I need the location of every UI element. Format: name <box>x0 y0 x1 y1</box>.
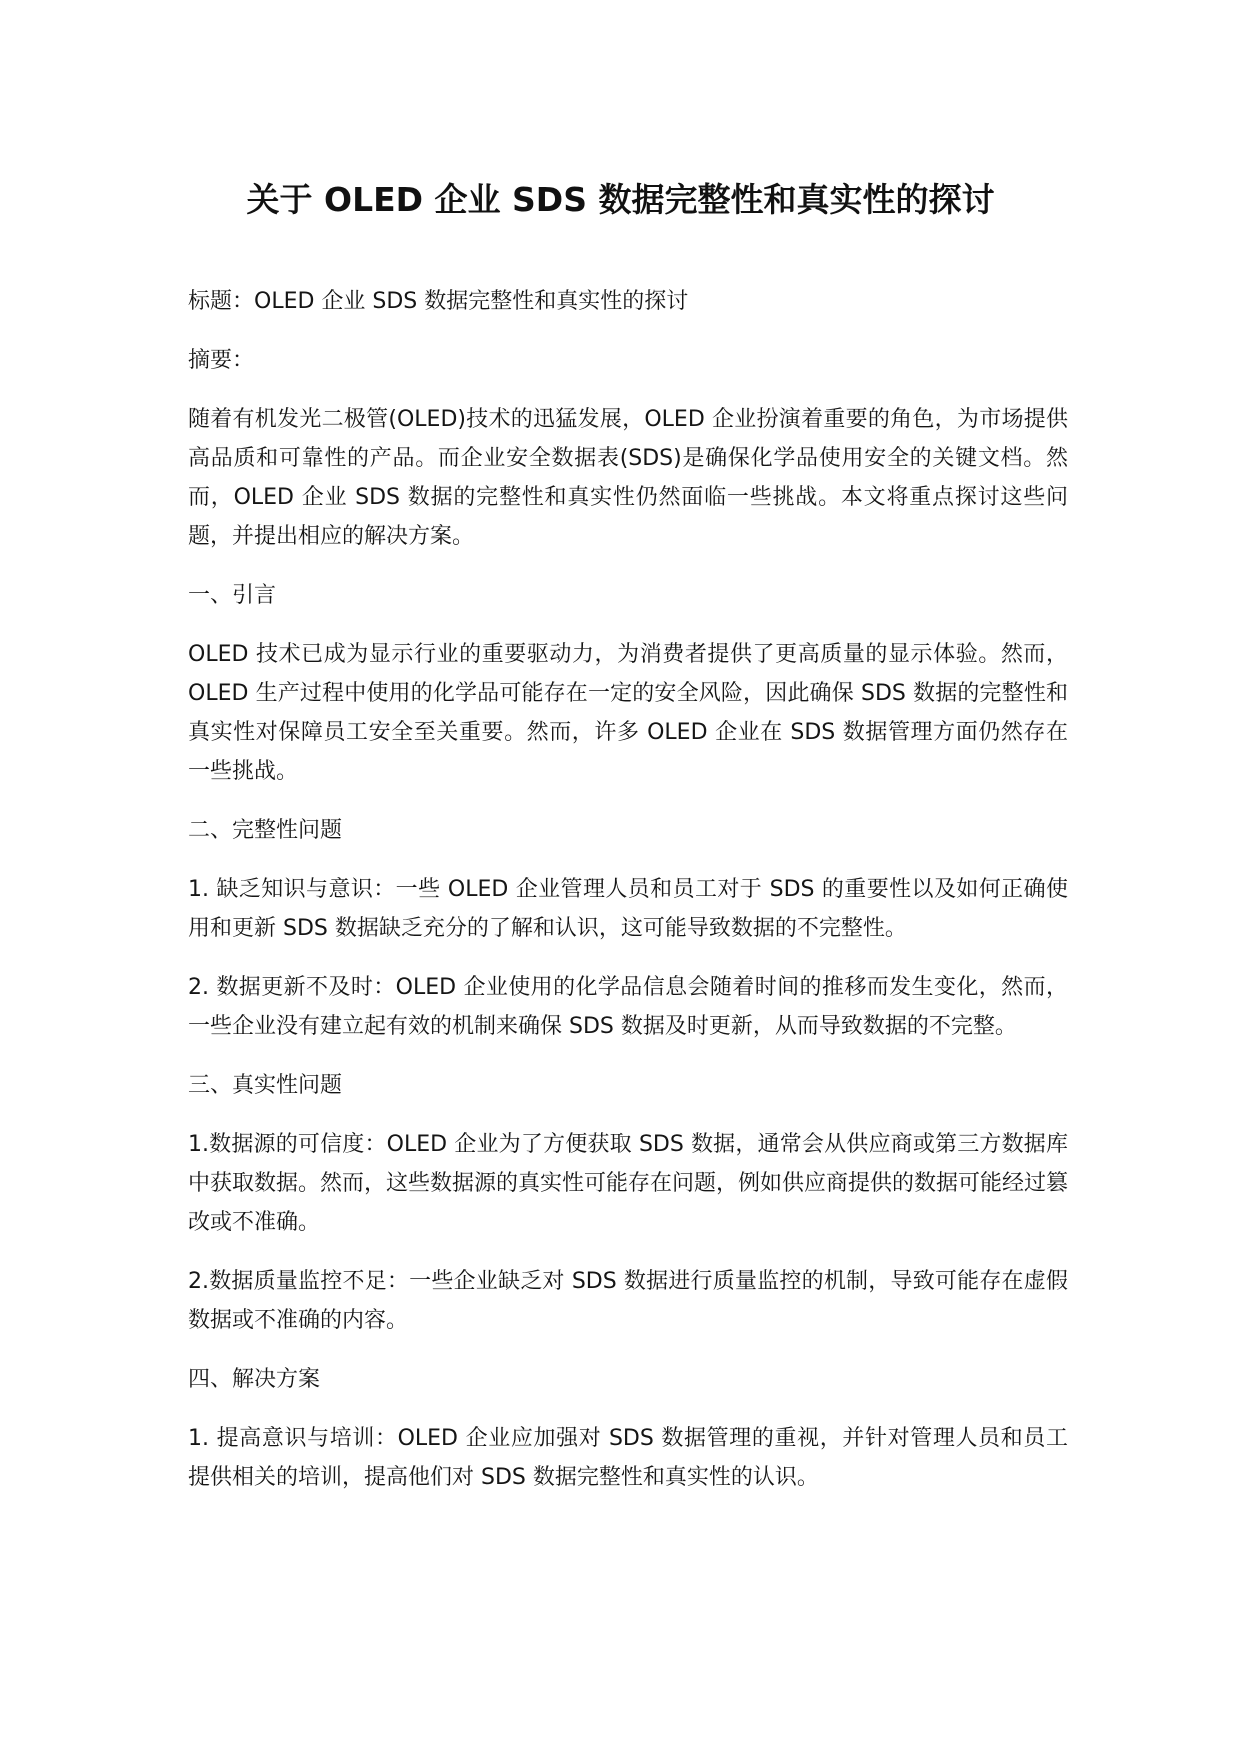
section-heading-completeness: 二、完整性问题 <box>188 818 343 843</box>
document-body <box>188 282 1068 1517</box>
meta-title-line: 标题：OLED 企业 SDS 数据完整性和真实性的探讨 <box>188 289 689 314</box>
completeness-item-2: 2. 数据更新不及时：OLED 企业使用的化学品信息会随着时间的推移而发生变化，然而，一些企业没有建立起有效的机制来确保 SDS 数据及时更新，从而导致数据的不完整。 <box>188 975 1068 1039</box>
section-heading-authenticity: 三、真实性问题 <box>188 1073 343 1098</box>
authenticity-item-1: 1.数据源的可信度：OLED 企业为了方便获取 SDS 数据，通常会从供应商或第三方数据库中获取数据。然而，这些数据源的真实性可能存在问题，例如供应商提供的数据可能经过篡改或不准确。 <box>188 1132 1069 1235</box>
section-heading-abstract: 摘要： <box>188 348 255 373</box>
section-heading-solutions: 四、解决方案 <box>188 1367 321 1392</box>
abstract-paragraph: 随着有机发光二极管(OLED)技术的迅猛发展，OLED 企业扮演着重要的角色，为市场提供高品质和可靠性的产品。而企业安全数据表(SDS)是确保化学品使用安全的关键文档。然而，OLED 企业 SDS 数据的完整性和真实性仍然面临一些挑战。本文将重点探讨这些问题，并提出相应的解决方案。 <box>188 407 1068 549</box>
section-heading-introduction: 一、引言 <box>188 583 277 608</box>
completeness-item-1: 1. 缺乏知识与意识：一些 OLED 企业管理人员和员工对于 SDS 的重要性以及如何正确使用和更新 SDS 数据缺乏充分的了解和认识，这可能导致数据的不完整性。 <box>188 877 1068 941</box>
page-title: 关于 OLED 企业 SDS 数据完整性和真实性的探讨 <box>246 180 995 219</box>
solutions-item-1: 1. 提高意识与培训：OLED 企业应加强对 SDS 数据管理的重视，并针对管理人员和员工提供相关的培训，提高他们对 SDS 数据完整性和真实性的认识。 <box>188 1426 1068 1490</box>
introduction-paragraph: OLED 技术已成为显示行业的重要驱动力，为消费者提供了更高质量的显示体验。然而，OLED 生产过程中使用的化学品可能存在一定的安全风险，因此确保 SDS 数据的完整性和真实性对保障员工安全至关重要。然而，许多 OLED 企业在 SDS 数据管理方面仍然存在一些挑战。 <box>188 642 1068 784</box>
authenticity-item-2: 2.数据质量监控不足：一些企业缺乏对 SDS 数据进行质量监控的机制，导致可能存在虚假数据或不准确的内容。 <box>188 1269 1068 1333</box>
